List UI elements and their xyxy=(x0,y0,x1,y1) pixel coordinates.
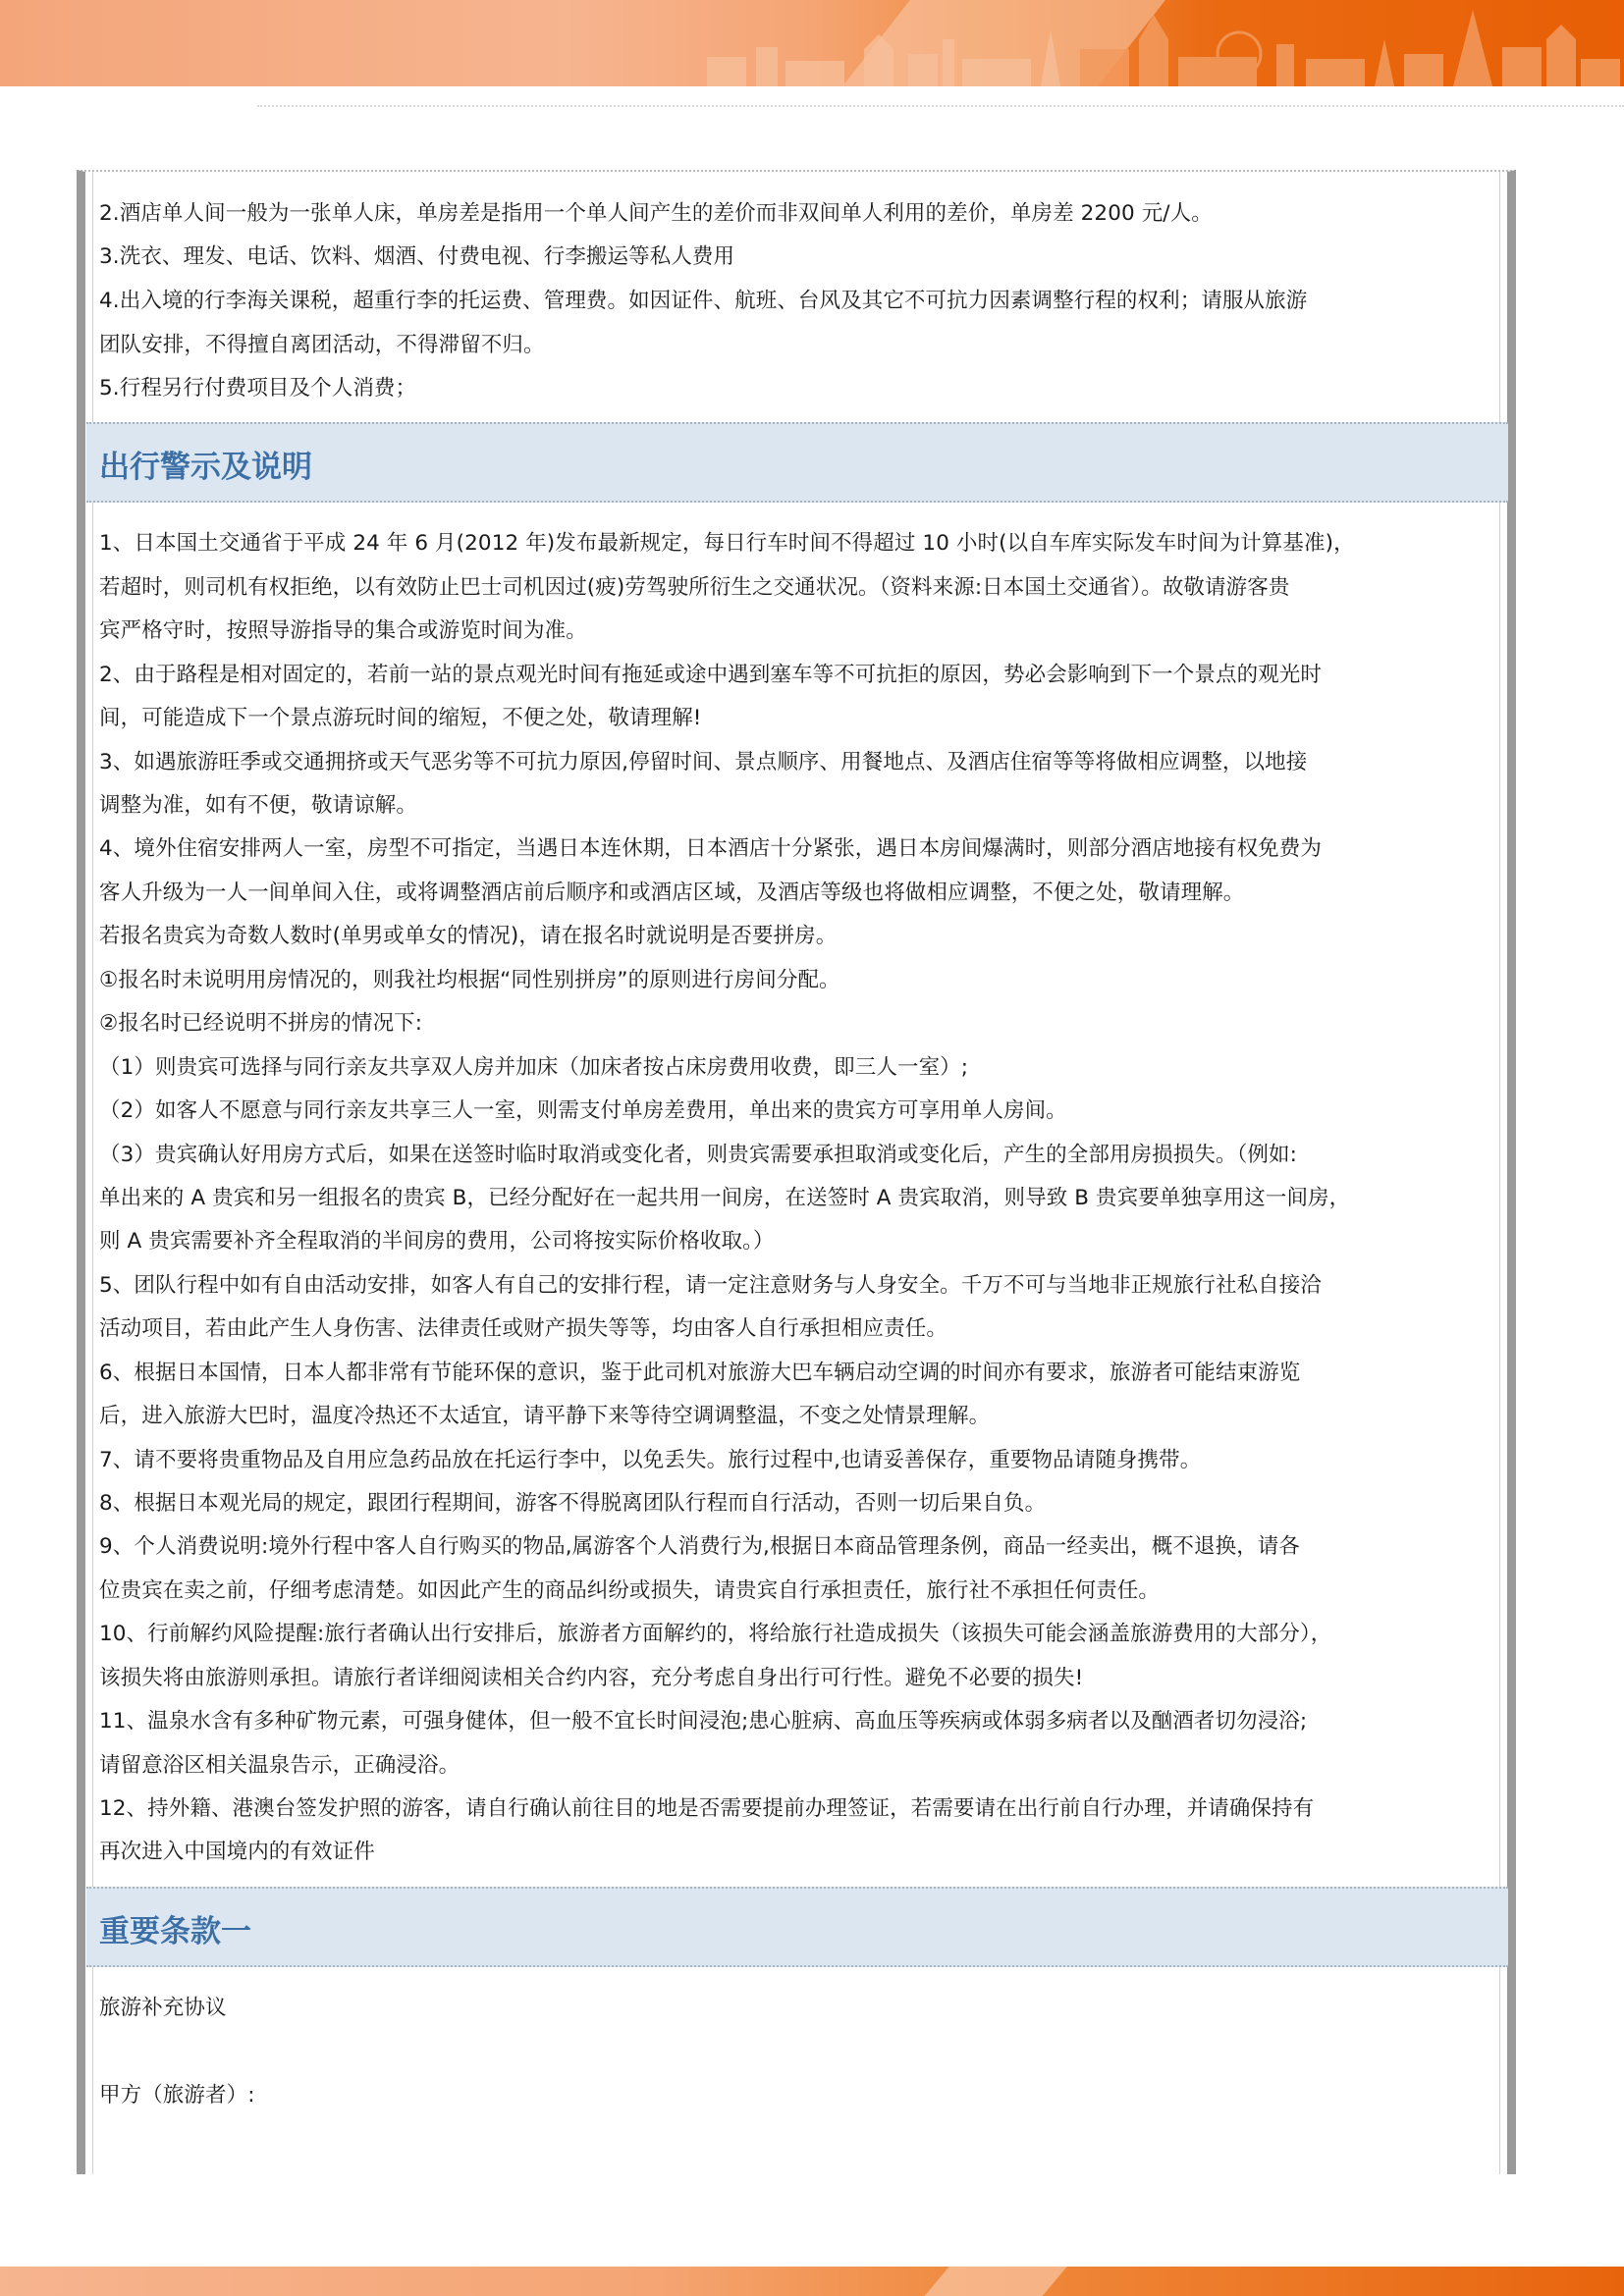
warning-line: 9、个人消费说明:境外行程中客人自行购买的物品,属游客个人消费行为,根据日本商品管理条例，商品一经卖出，概不退换，请各 xyxy=(99,1534,1300,1559)
city-skyline-decoration xyxy=(0,0,1624,86)
warning-line: 若报名贵宾为奇数人数时(单男或单女的情况)，请在报名时就说明是否要拼房。 xyxy=(99,924,838,948)
warning-line: 再次进入中国境内的有效证件 xyxy=(99,1840,375,1864)
warning-line: 8、根据日本观光局的规定，跟团行程期间，游客不得脱离团队行程而自行活动，否则一切后果自负。 xyxy=(99,1491,1047,1516)
warning-line: 12、持外籍、港澳台签发护照的游客，请自行确认前往目的地是否需要提前办理签证，若需要请在出行前自行办理，并请确保持有 xyxy=(99,1796,1315,1821)
exclusion-item-2: 2.酒店单人间一般为一张单人床，单房差是指用一个单人间产生的差价而非双间单人利用的差价，单房差 2200 元/人。 xyxy=(99,201,1213,226)
warning-line: ②报名时已经说明不拼房的情况下: xyxy=(99,1011,423,1036)
warning-line: 单出来的 A 贵宾和另一组报名的贵宾 B，已经分配好在一起共用一间房，在送签时 A 贵宾取消，则导致 B 贵宾要单独享用这一间房， xyxy=(99,1186,1351,1210)
exclusion-item-4-cont: 团队安排，不得擅自离团活动，不得滞留不归。 xyxy=(99,333,545,357)
warning-line: 该损失将由旅游则承担。请旅行者详细阅读相关合约内容，充分考虑自身出行可行性。避免不必要的损失! xyxy=(99,1666,1084,1690)
warning-line: 客人升级为一人一间单间入住，或将调整酒店前后顺序和或酒店区域，及酒店等级也将做相应调整，不便之处，敬请理解。 xyxy=(99,881,1245,905)
exclusion-item-5: 5.行程另行付费项目及个人消费； xyxy=(99,376,417,400)
warning-line: （1）则贵宾可选择与同行亲友共享双人房并加床（加床者按占床房费用收费，即三人一室）; xyxy=(99,1055,969,1080)
warning-line: 间，可能造成下一个景点游玩时间的缩短，不便之处，敬请理解! xyxy=(99,706,702,730)
warning-line: 4、境外住宿安排两人一室，房型不可指定，当遇日本连休期，日本酒店十分紧张，遇日本房间爆满时，则部分酒店地接有权免费为 xyxy=(99,836,1322,861)
warning-line: 后，进入旅游大巴时，温度冷热还不太适宜，请平静下来等待空调调整温，不变之处情景理解。 xyxy=(99,1404,991,1428)
party-a-label: 甲方（旅游者）: xyxy=(99,2083,255,2108)
warning-line: 宾严格守时，按照导游指导的集合或游览时间为准。 xyxy=(99,618,587,643)
warning-line: （3）贵宾确认好用房方式后，如果在送签时临时取消或变化者，则贵宾需要承担取消或变化后，产生的全部用房损损失。（例如: xyxy=(99,1143,1297,1167)
warning-section-header xyxy=(86,422,1508,503)
warning-line: 若超时，则司机有权拒绝，以有效防止巴士司机因过(疲)劳驾驶所衍生之交通状况。（资料来源:日本国土交通省）。故敬请游客贵 xyxy=(99,575,1290,600)
terms-section-header xyxy=(86,1887,1508,1967)
warning-line: 1、日本国土交通省于平成 24 年 6 月(2012 年)发布最新规定，每日行车时间不得超过 10 小时(以自车库实际发车时间为计算基准)， xyxy=(99,531,1355,556)
warning-line: 6、根据日本国情，日本人都非常有节能环保的意识，鉴于此司机对旅游大巴车辆启动空调的时间亦有要求，旅游者可能结束游览 xyxy=(99,1361,1301,1385)
warning-line: 请留意浴区相关温泉告示，正确浸浴。 xyxy=(99,1753,460,1778)
agreement-title: 旅游补充协议 xyxy=(99,1996,227,2020)
exclusion-item-4: 4.出入境的行李海关课税，超重行李的托运费、管理费。如因证件、航班、台风及其它不可抗力因素调整行程的权利；请服从旅游 xyxy=(99,289,1308,313)
warning-line: （2）如客人不愿意与同行亲友共享三人一室，则需支付单房差费用，单出来的贵宾方可享用单人房间。 xyxy=(99,1098,1067,1123)
exclusion-item-3: 3.洗衣、理发、电话、饮料、烟酒、付费电视、行李搬运等私人费用 xyxy=(99,244,735,269)
warning-line: 5、团队行程中如有自由活动安排，如客人有自己的安排行程，请一定注意财务与人身安全。千万不可与当地非正规旅行社私自接洽 xyxy=(99,1273,1322,1298)
warning-line: 2、由于路程是相对固定的，若前一站的景点观光时间有拖延或途中遇到塞车等不可抗拒的原因，势必会影响到下一个景点的观光时 xyxy=(99,663,1322,687)
terms-section-title: 重要条款一 xyxy=(99,1914,251,1949)
warning-line: 活动项目，若由此产生人身伤害、法律责任或财产损失等等，均由客人自行承担相应责任。 xyxy=(99,1316,948,1341)
warning-line: 位贵宾在卖之前，仔细考虑清楚。如因此产生的商品纠纷或损失，请贵宾自行承担责任，旅行社不承担任何责任。 xyxy=(99,1578,1161,1603)
warning-line: 11、温泉水含有多种矿物元素，可强身健体，但一般不宜长时间浸泡;患心脏病、高血压等疾病或体弱多病者以及酗酒者切勿浸浴; xyxy=(99,1709,1308,1734)
warning-line: 7、请不要将贵重物品及自用应急药品放在托运行李中，以免丢失。旅行过程中,也请妥善保存，重要物品请随身携带。 xyxy=(99,1448,1202,1472)
footer-banner xyxy=(0,2267,1624,2296)
warning-line: 则 A 贵宾需要补齐全程取消的半间房的费用，公司将按实际价格收取。） xyxy=(99,1229,775,1254)
warning-line: 调整为准，如有不便，敬请谅解。 xyxy=(99,793,418,818)
header-banner xyxy=(0,0,1624,86)
warning-line: 3、如遇旅游旺季或交通拥挤或天气恶劣等不可抗力原因,停留时间、景点顺序、用餐地点、及酒店住宿等等将做相应调整，以地接 xyxy=(99,750,1308,774)
warning-line: ①报名时未说明用房情况的，则我社均根据“同性别拼房”的原则进行房间分配。 xyxy=(99,968,840,992)
warning-section-title: 出行警示及说明 xyxy=(99,450,312,485)
warning-line: 10、行前解约风险提醒:旅行者确认出行安排后，旅游者方面解约的，将给旅行社造成损失（该损失可能会涵盖旅游费用的大部分）， xyxy=(99,1622,1332,1646)
header-divider xyxy=(257,105,1624,107)
